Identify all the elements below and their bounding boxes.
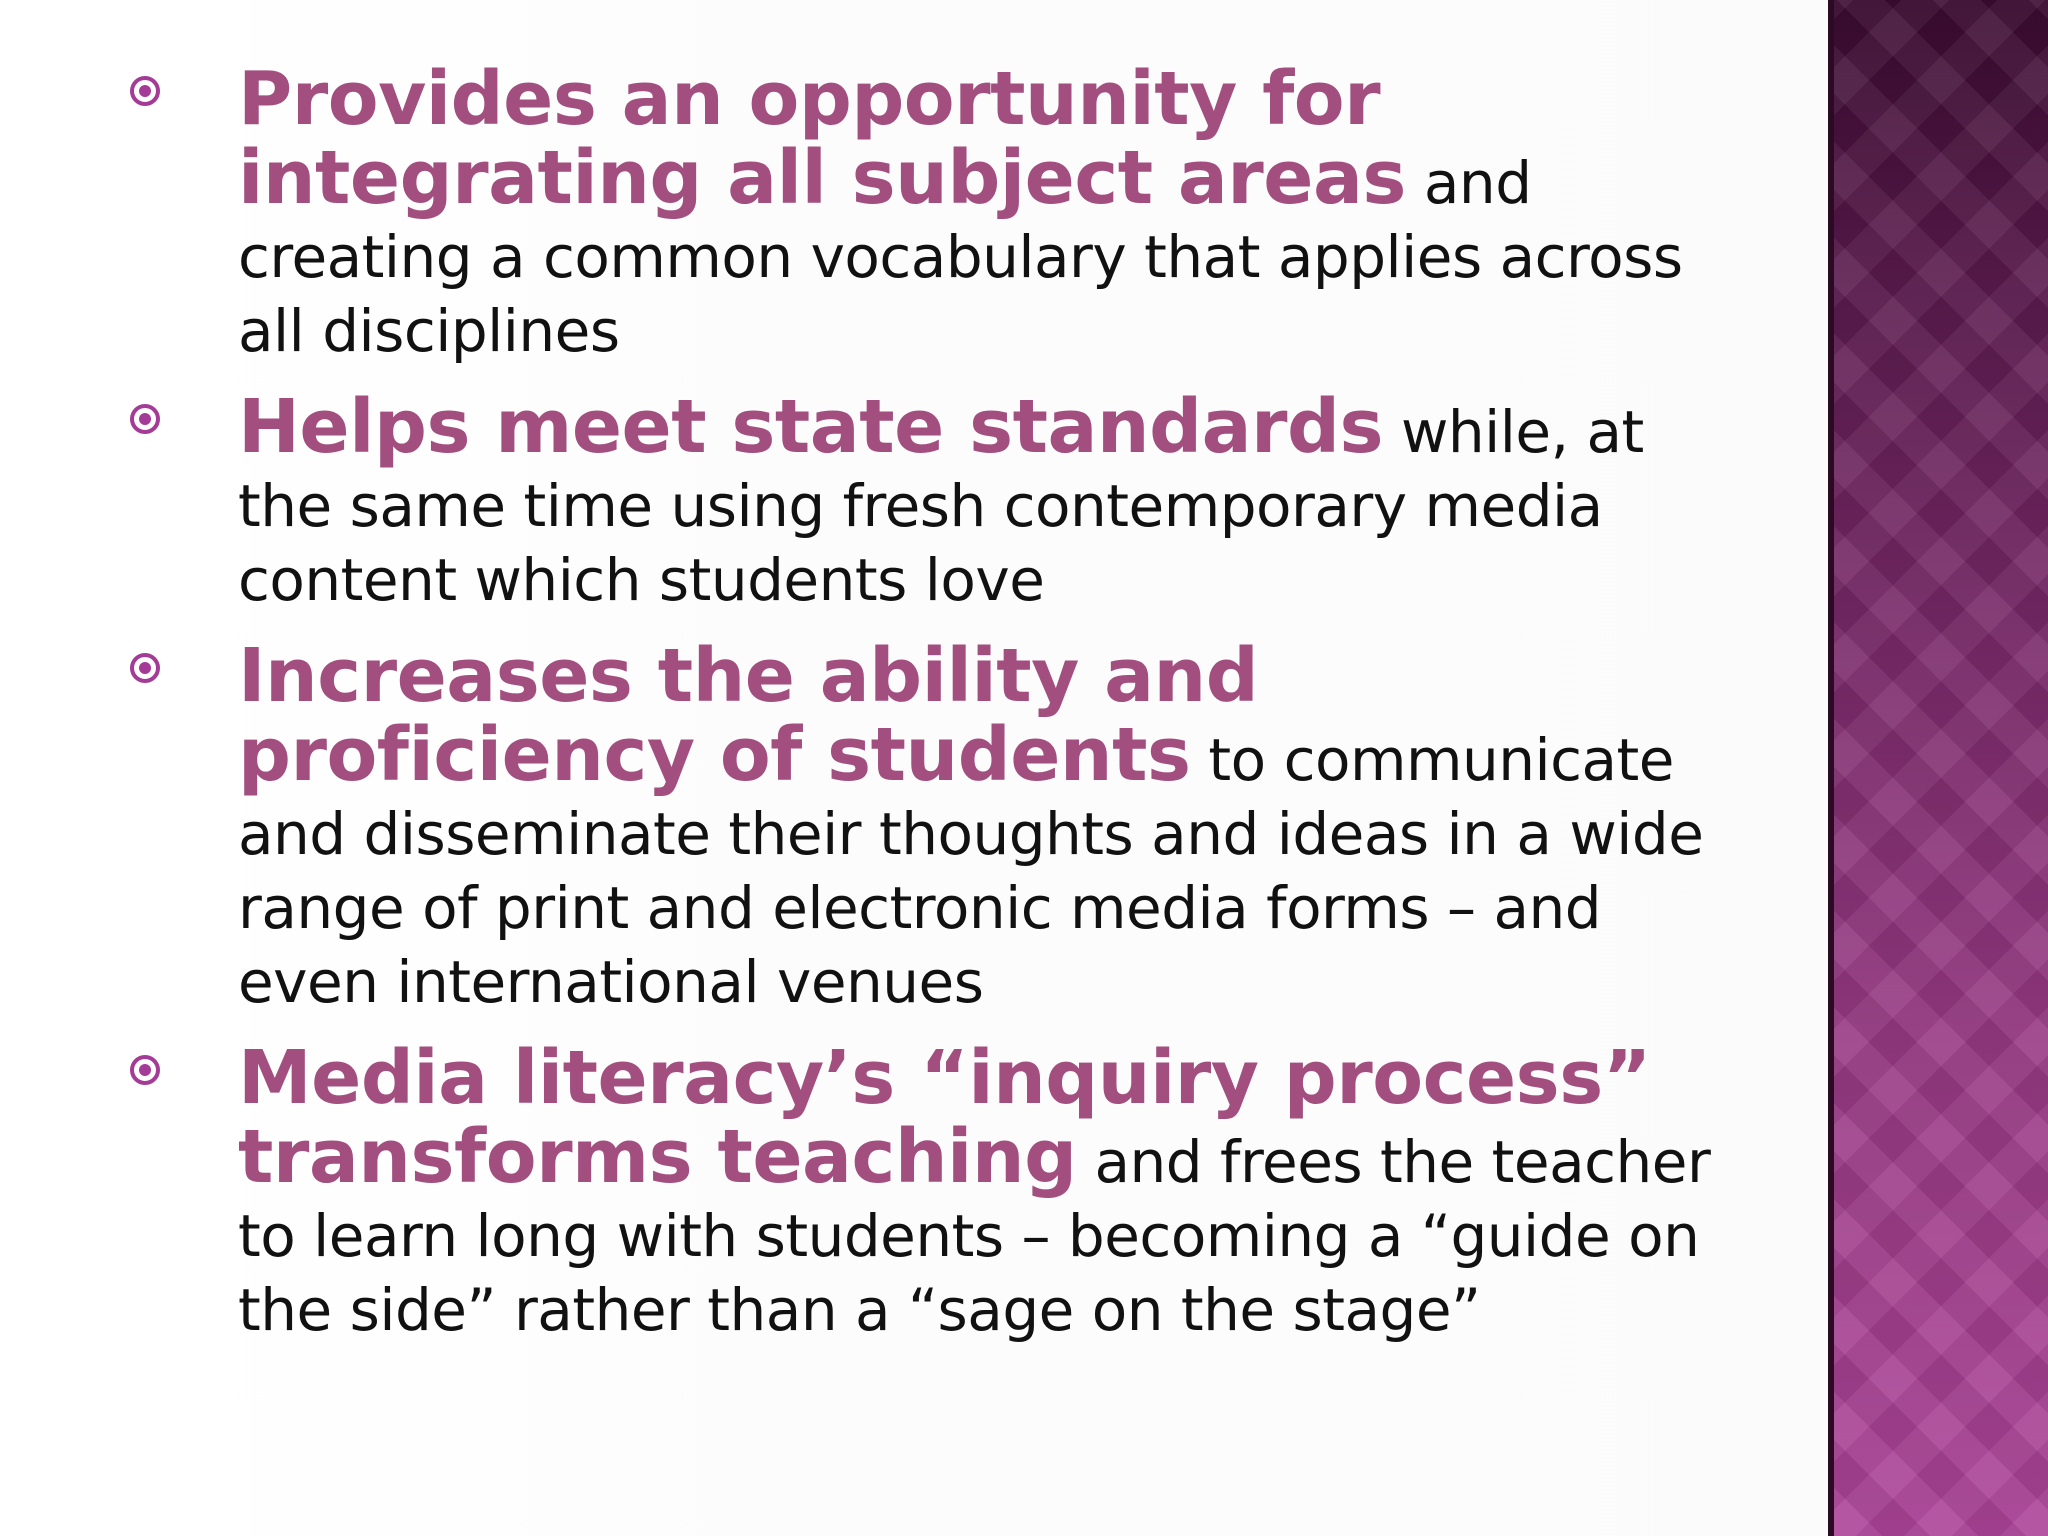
decorative-side-band [1828,0,2048,1536]
bullet-text: and creating a common vocabulary that applies across all disciplines [238,149,1683,365]
circled-dot-icon [130,76,160,106]
circled-dot-icon [130,404,160,434]
bullet-text: and frees the teacher to learn long with students – becoming a “guide on the side” rather than a “sage on the stage” [238,1128,1711,1344]
bullet-text: while, at the same time using fresh contemporary media content which students love [238,398,1644,614]
circled-dot-icon [130,1055,160,1085]
bullet-list [120,56,1720,1347]
bullet-item [120,56,1720,368]
circled-dot-icon [130,653,160,683]
bullet-emphasis: Media literacy’s “inquiry process” transforms teaching [238,1035,1651,1200]
bullet-emphasis: Provides an opportunity for integrating all subject areas [238,56,1406,221]
bullet-item [120,384,1720,617]
bullet-emphasis: Increases the ability and proficiency of students [238,633,1259,798]
bullet-item [120,633,1720,1019]
bullet-emphasis: Helps meet state standards [238,384,1384,470]
bullet-text: to communicate and disseminate their thoughts and ideas in a wide range of print and electronic media forms – and even international venues [238,726,1704,1016]
slide-content [120,56,1720,1369]
bullet-item [120,1035,1720,1347]
